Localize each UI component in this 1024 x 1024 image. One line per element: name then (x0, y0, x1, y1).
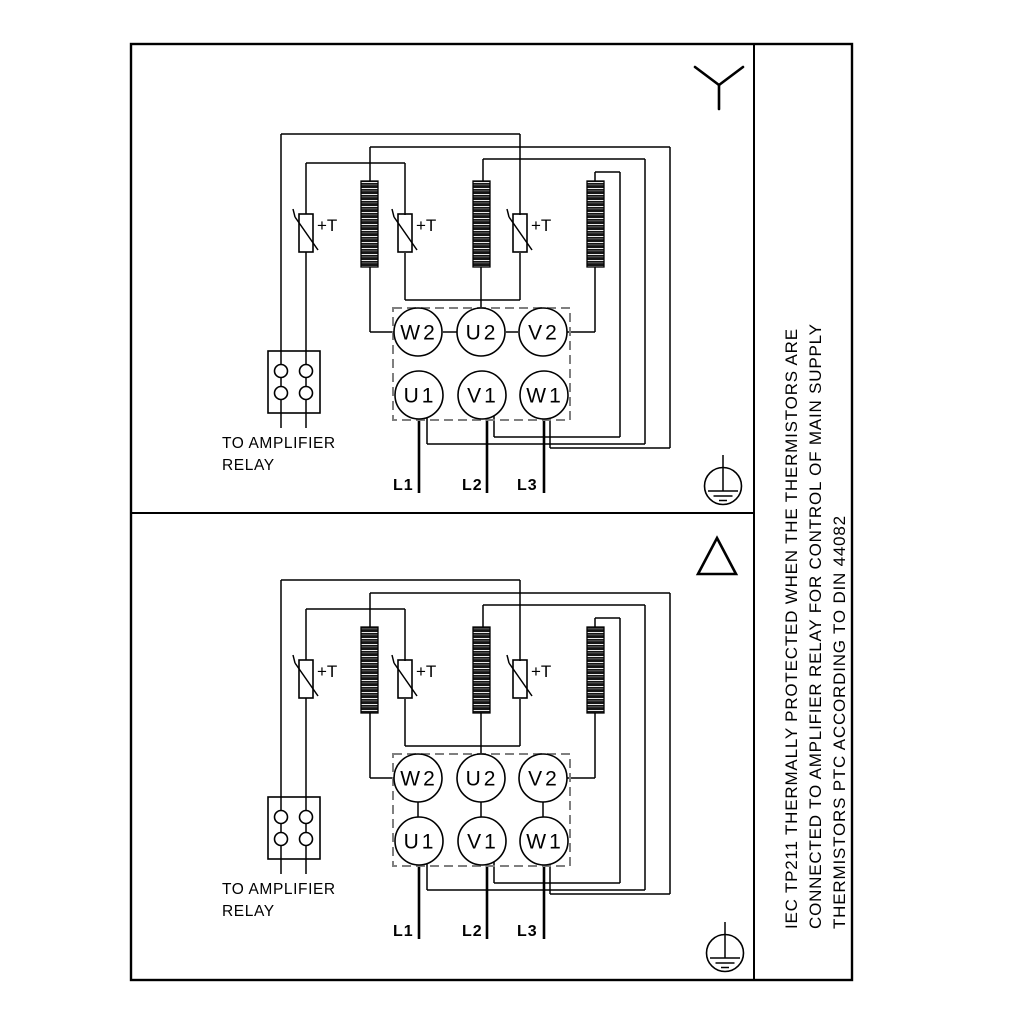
supply-label-l2: L2 (462, 923, 483, 940)
terminal-label: U2 (465, 321, 499, 345)
amplifier-relay-connector (268, 351, 320, 413)
thermistor-label: +T (416, 662, 437, 681)
amplifier-relay-connector (268, 797, 320, 859)
motor-winding-symbol (361, 627, 378, 713)
connector-body (268, 797, 320, 859)
terminal-w1 (520, 371, 568, 419)
side-note-line-3: THERMISTORS PTC ACCORDING TO DIN 44082 (830, 515, 849, 929)
side-note-line-1: IEC TP211 THERMALLY PROTECTED WHEN THE THERMISTORS ARE (782, 328, 801, 929)
terminal-u1 (395, 817, 443, 865)
terminal-label: V2 (528, 767, 560, 791)
relay-caption: RELAY (222, 903, 275, 920)
thermistor-label: +T (531, 216, 552, 235)
delta-triangle (698, 538, 736, 574)
terminal-label: V1 (467, 384, 499, 408)
connector-pin (300, 365, 313, 378)
panel-star (222, 67, 743, 505)
thermistor-symbol (507, 209, 551, 252)
panel-delta (222, 538, 744, 972)
terminal-u2 (457, 754, 505, 802)
terminal-label: U1 (403, 830, 437, 854)
protective-earth-icon (707, 922, 744, 972)
terminal-label: W2 (400, 767, 438, 791)
motor-winding-symbol (361, 181, 378, 267)
motor-winding-symbol (473, 627, 490, 713)
thermistor-symbol (392, 655, 436, 698)
terminal-label: W1 (526, 384, 564, 408)
thermistor-diagonal-tick (293, 209, 295, 217)
terminal-label: V1 (467, 830, 499, 854)
terminal-u2 (457, 308, 505, 356)
thermistor-symbol (293, 655, 337, 698)
relay-caption: RELAY (222, 457, 275, 474)
relay-caption: TO AMPLIFIER (222, 881, 336, 898)
terminal-label: V2 (528, 321, 560, 345)
thermistor-diagonal-tick (507, 655, 509, 663)
terminal-label: U1 (403, 384, 437, 408)
terminal-label: W2 (400, 321, 438, 345)
connector-pin (275, 833, 288, 846)
motor-winding-symbol (473, 181, 490, 267)
thermistor-label: +T (317, 662, 338, 681)
star-connection-icon (695, 67, 743, 109)
winding-body (587, 181, 604, 267)
connector-pin (300, 387, 313, 400)
winding-body (361, 181, 378, 267)
supply-label-l1: L1 (393, 477, 414, 494)
thermistor-label: +T (531, 662, 552, 681)
thermistor-diagonal-tick (392, 209, 394, 217)
thermistor-diagonal-tick (293, 655, 295, 663)
winding-body (587, 627, 604, 713)
terminal-v2 (519, 308, 567, 356)
supply-label-l2: L2 (462, 477, 483, 494)
terminal-w2 (394, 754, 442, 802)
terminal-label: U2 (465, 767, 499, 791)
winding-body (473, 627, 490, 713)
star-arm (719, 67, 743, 85)
terminal-u1 (395, 371, 443, 419)
terminal-w2 (394, 308, 442, 356)
supply-label-l1: L1 (393, 923, 414, 940)
relay-caption: TO AMPLIFIER (222, 435, 336, 452)
terminal-v1 (458, 817, 506, 865)
side-note-line-2: CONNECTED TO AMPLIFIER RELAY FOR CONTROL OF MAIN SUPPLY (806, 323, 825, 929)
thermistor-symbol (392, 209, 436, 252)
connector-pin (300, 811, 313, 824)
star-arm (695, 67, 719, 85)
winding-body (361, 627, 378, 713)
terminal-v2 (519, 754, 567, 802)
connector-pin (275, 387, 288, 400)
thermistor-label: +T (317, 216, 338, 235)
terminal-label: W1 (526, 830, 564, 854)
connector-pin (275, 365, 288, 378)
delta-connection-icon (698, 538, 736, 574)
thermistor-diagonal-tick (392, 655, 394, 663)
terminal-v1 (458, 371, 506, 419)
motor-winding-symbol (587, 181, 604, 267)
connector-pin (275, 811, 288, 824)
protective-earth-icon (705, 455, 742, 505)
thermistor-label: +T (416, 216, 437, 235)
supply-label-l3: L3 (517, 923, 538, 940)
supply-label-l3: L3 (517, 477, 538, 494)
terminal-w1 (520, 817, 568, 865)
thermistor-symbol (293, 209, 337, 252)
thermistor-symbol (507, 655, 551, 698)
motor-winding-symbol (587, 627, 604, 713)
connector-body (268, 351, 320, 413)
thermistor-diagonal-tick (507, 209, 509, 217)
connector-pin (300, 833, 313, 846)
winding-body (473, 181, 490, 267)
